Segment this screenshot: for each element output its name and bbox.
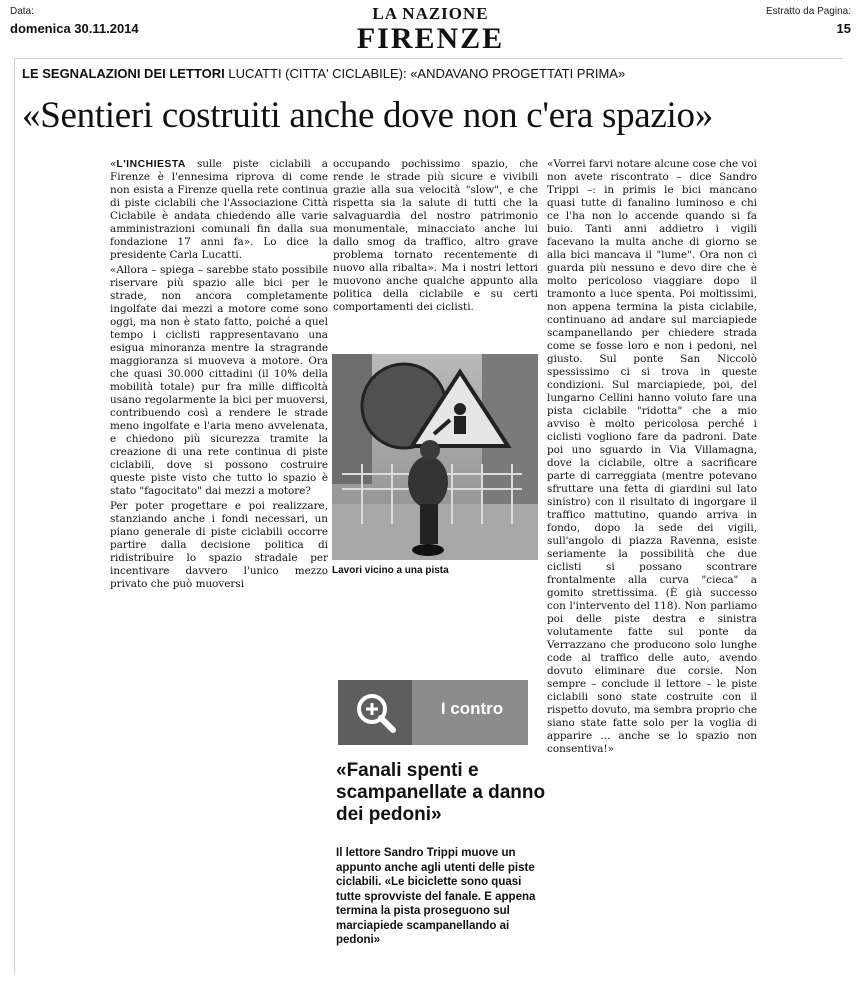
contro-label: I contro (440, 699, 504, 718)
header-page-block (766, 6, 851, 36)
article-column-2 (333, 158, 538, 316)
paragraph: «Allora – spiega – sarebbe stato possibile riservare più spazio alle bici per le strade, non ancora completamente ingolfate dai mezzi a motore come sono oggi, ma non è stato fatto, poiché a quel tempo i ciclisti rappresentavano una esigua minoranza mentre la stragrande maggioranza si muoveva a motore. Ora che quasi 30.000 cittadini (il 10% della mobilità totale) pur fra mille difficoltà usano regolarmente la bici per muoversi, contribuendo così a rendere le strade meno ingolfate e l'aria meno avvelenata, e chiedono più sicurezza tramite la creazione di una rete continua di piste ciclabili, dove si possono costruire queste piste visto che tutto lo spazio è stato "fagocitato" dai mezzi a motore? (110, 264, 328, 497)
date-label: Data: (10, 6, 34, 17)
paragraph: occupando pochissimo spazio, che rende le strade più sicure e vivibili grazie alla sua velocità "slow", e che rispetta sia la salute di tutti che la salvaguardia del nostro patrimonio monumentale, minacciato anche lui dallo smog da traffico, altro grave problema tornato recentemente di nuovo alla ribalta». Ma i nostri lettori muovono anche qualche appunto alla politica della ciclabile e su certi comportamenti dei ciclisti. (333, 158, 538, 313)
masthead (0, 4, 861, 54)
article-headline: «Sentieri costruiti anche dove non c'era spazio» (22, 95, 713, 136)
roadwork-photo-illustration (332, 354, 538, 560)
article-column-3 (547, 158, 757, 758)
publication-date: domenica 30.11.2014 (10, 21, 139, 36)
article-column-1 (110, 158, 328, 593)
photo-caption: Lavori vicino a una pista (332, 565, 449, 576)
paragraph: Per poter progettare e poi realizzare, stanziando anche i fondi necessari, un piano generale di piste ciclabili occorre partire dalla decisione politica di ridistribuire lo spazio stradale per incentivare davvero l'unico mezzo privato che può muoversi (110, 500, 328, 590)
section-label: LE SEGNALAZIONI DEI LETTORI (22, 66, 225, 81)
page-label: Estratto da Pagina: (765, 6, 851, 17)
lead-word: L'INCHIESTA (116, 159, 186, 170)
kicker-text: LUCATTI (CITTA' CICLABILE): «ANDAVANO PROGETTATI PRIMA» (228, 66, 626, 81)
page-number: 15 (836, 21, 851, 36)
article-kicker (22, 66, 842, 81)
edition-name: FIRENZE (356, 22, 505, 55)
magnifier-plus-icon (338, 680, 412, 745)
newspaper-name: LA NAZIONE (372, 4, 489, 23)
sidebar-body: Il lettore Sandro Trippi muove un appunto anche agli utenti delle piste ciclabili. «Le biciclette sono quasi tutte sprovviste del fanale. E appena termina la pista proseguono sul marciapiede scampanellando ai pedoni» (336, 847, 536, 946)
paragraph: «L'INCHIESTA sulle piste ciclabili a Firenze è l'ennesima riprova di come non esista a Firenze quella rete continua di piste ciclabili che l'Associazione Città Ciclabile è andata chiedendo alle varie amministrazioni comunali fin dalla sua fondazione 17 anni fa». Lo dice la presidente Carla Lucatti. (110, 158, 328, 261)
sidebar-title: «Fanali spenti e scampanellate a danno dei pedoni» (336, 760, 546, 825)
article-photo (332, 354, 538, 560)
contro-badge (338, 680, 528, 745)
paragraph: «Vorrei farvi notare alcune cose che voi non avete riscontrato – dice Sandro Trippi –: in primis le bici mancano quasi tutte di fanalino luminoso e chi ce l'ha non lo accende quando si fa buio. Tanti anni addietro i vigili facevano la multa anche di giorno se alla bici mancava il "lume". Ora non ci guarda più nessuno e devo dire che è molto pericoloso viaggiare dopo il tramonto a luce spenta. Poi moltissimi, non appena termina la pista ciclabile, continuano ad andare sul marciapiede scampanellando per chiedere strada come se fosse loro e non i pedoni, nel giusto. Sul ponte San Niccolò spessissimo ci si trova in queste condizioni. Sul marciapiede, poi, del lungarno Cellini hanno voluto fare una pista ciclabile "ridotta" che a mio avviso è molto pericolosa perché i ciclisti vogliono fare da padroni. Date poi uno sguardo in Via Villamagna, dove la ciclabile, oltre a sacrificare parte di carreggiata (mentre potevano sfruttare una fetta di giardini sul lato sinistro) con il risultato di ingorgare il traffico mattutino, quando arriva in fondo, dopo la sede dei vigili, sull'angolo di piazza Ravenna, esiste seriamente la possibilità che due ciclisti si possano scontrare frontalmente alla curva "cieca" a gomito strettissima. (È già successo con l'intervento del 118). Non parliamo poi delle piste destra e sinistra volutamente fatte sul ponte da Verrazzano che producono solo lunghe code al traffico delle auto, avendo dovuto eliminare due corsie. Non sempre – conclude il lettore – le piste ciclabili sono state costruite con il rispetto dovuto, ma sembra proprio che siano state fatte solo per la voglia di apparire ... anche se lo spazio non consentiva!» (547, 158, 757, 755)
paragraph-text: sulle piste ciclabili a Firenze è l'ennesima riprova di come non esista a Firenze quella rete continua di piste ciclabili che l'Associazione Città Ciclabile è andata chiedendo alle varie amministrazioni comunali fin dalla sua fondazione 17 anni fa». Lo dice la presidente Carla Lucatti. (110, 158, 328, 261)
